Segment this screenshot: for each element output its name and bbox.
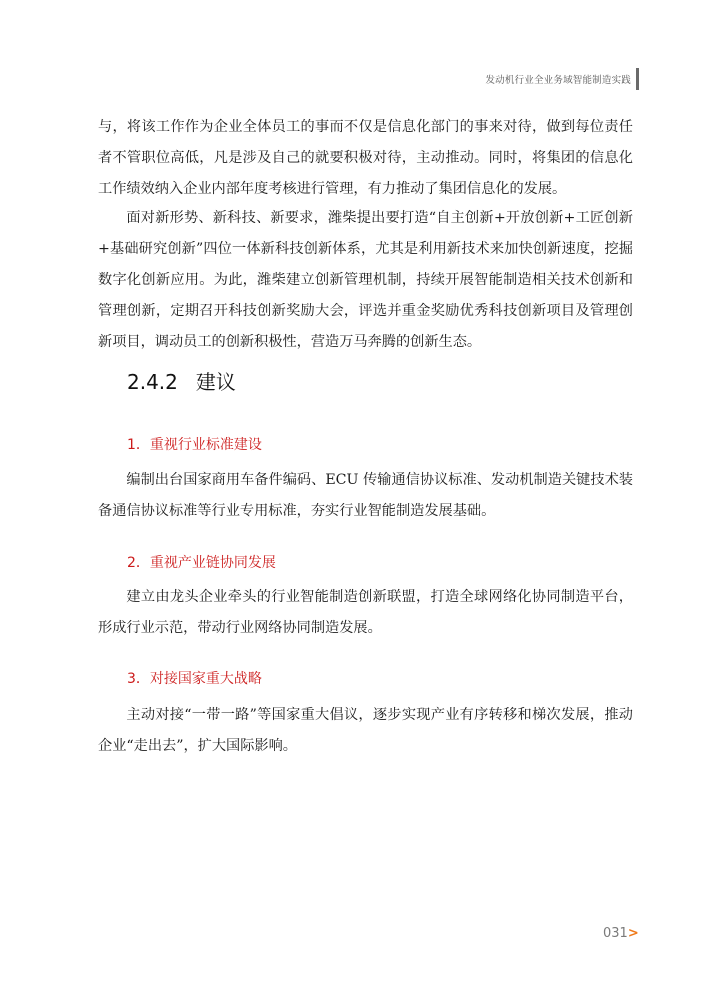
recommendation-heading-3: 3．对接国家重大战略 xyxy=(127,671,262,687)
body-paragraph-1: 与，将该工作作为企业全体员工的事而不仅是信息化部门的事来对待，做到每位责任者不管职位高低，凡是涉及自己的就要积极对待，主动推动。同时，将集团的信息化工作绩效纳入企业内部年度考核进行管理，有力推动了集团信息化的发展。 xyxy=(98,119,633,197)
running-header xyxy=(485,68,639,90)
recommendation-text-2: 建立由龙头企业牵头的行业智能制造创新联盟，打造全球网络化协同制造平台，形成行业示范，带动行业网络协同制造发展。 xyxy=(98,589,633,636)
header-divider-bar xyxy=(636,68,639,90)
body-paragraph-2: 面对新形势、新科技、新要求，潍柴提出要打造“自主创新+开放创新+工匠创新+基础研究创新”四位一体新科技创新体系，尤其是利用新技术来加快创新速度，挖掘数字化创新应用。为此，潍柴建立创新管理机制，持续开展智能制造相关技术创新和管理创新，定期召开科技创新奖励大会，评选并重金奖励优秀科技创新项目及管理创新项目，调动员工的创新积极性，营造万马奔腾的创新生态。 xyxy=(98,210,633,350)
next-arrow-icon: > xyxy=(627,926,639,941)
recommendation-heading-1: 1．重视行业标准建设 xyxy=(127,437,262,453)
running-title: 发动机行业全业务域智能制造实践 xyxy=(485,75,631,86)
section-number: 2.4.2 xyxy=(127,370,178,394)
recommendation-text-3: 主动对接“一带一路”等国家重大倡议，逐步实现产业有序转移和梯次发展，推动企业“走出去”，扩大国际影响。 xyxy=(98,707,633,754)
section-title-text: 建议 xyxy=(195,370,236,394)
page-number-text: 031 xyxy=(603,926,628,941)
page-number xyxy=(603,926,639,941)
section-heading xyxy=(127,366,236,395)
recommendation-heading-2: 2．重视产业链协同发展 xyxy=(127,555,276,571)
recommendation-text-1: 编制出台国家商用车备件编码、ECU 传输通信协议标准、发动机制造关键技术装备通信协议标准等行业专用标准，夯实行业智能制造发展基础。 xyxy=(98,472,633,519)
